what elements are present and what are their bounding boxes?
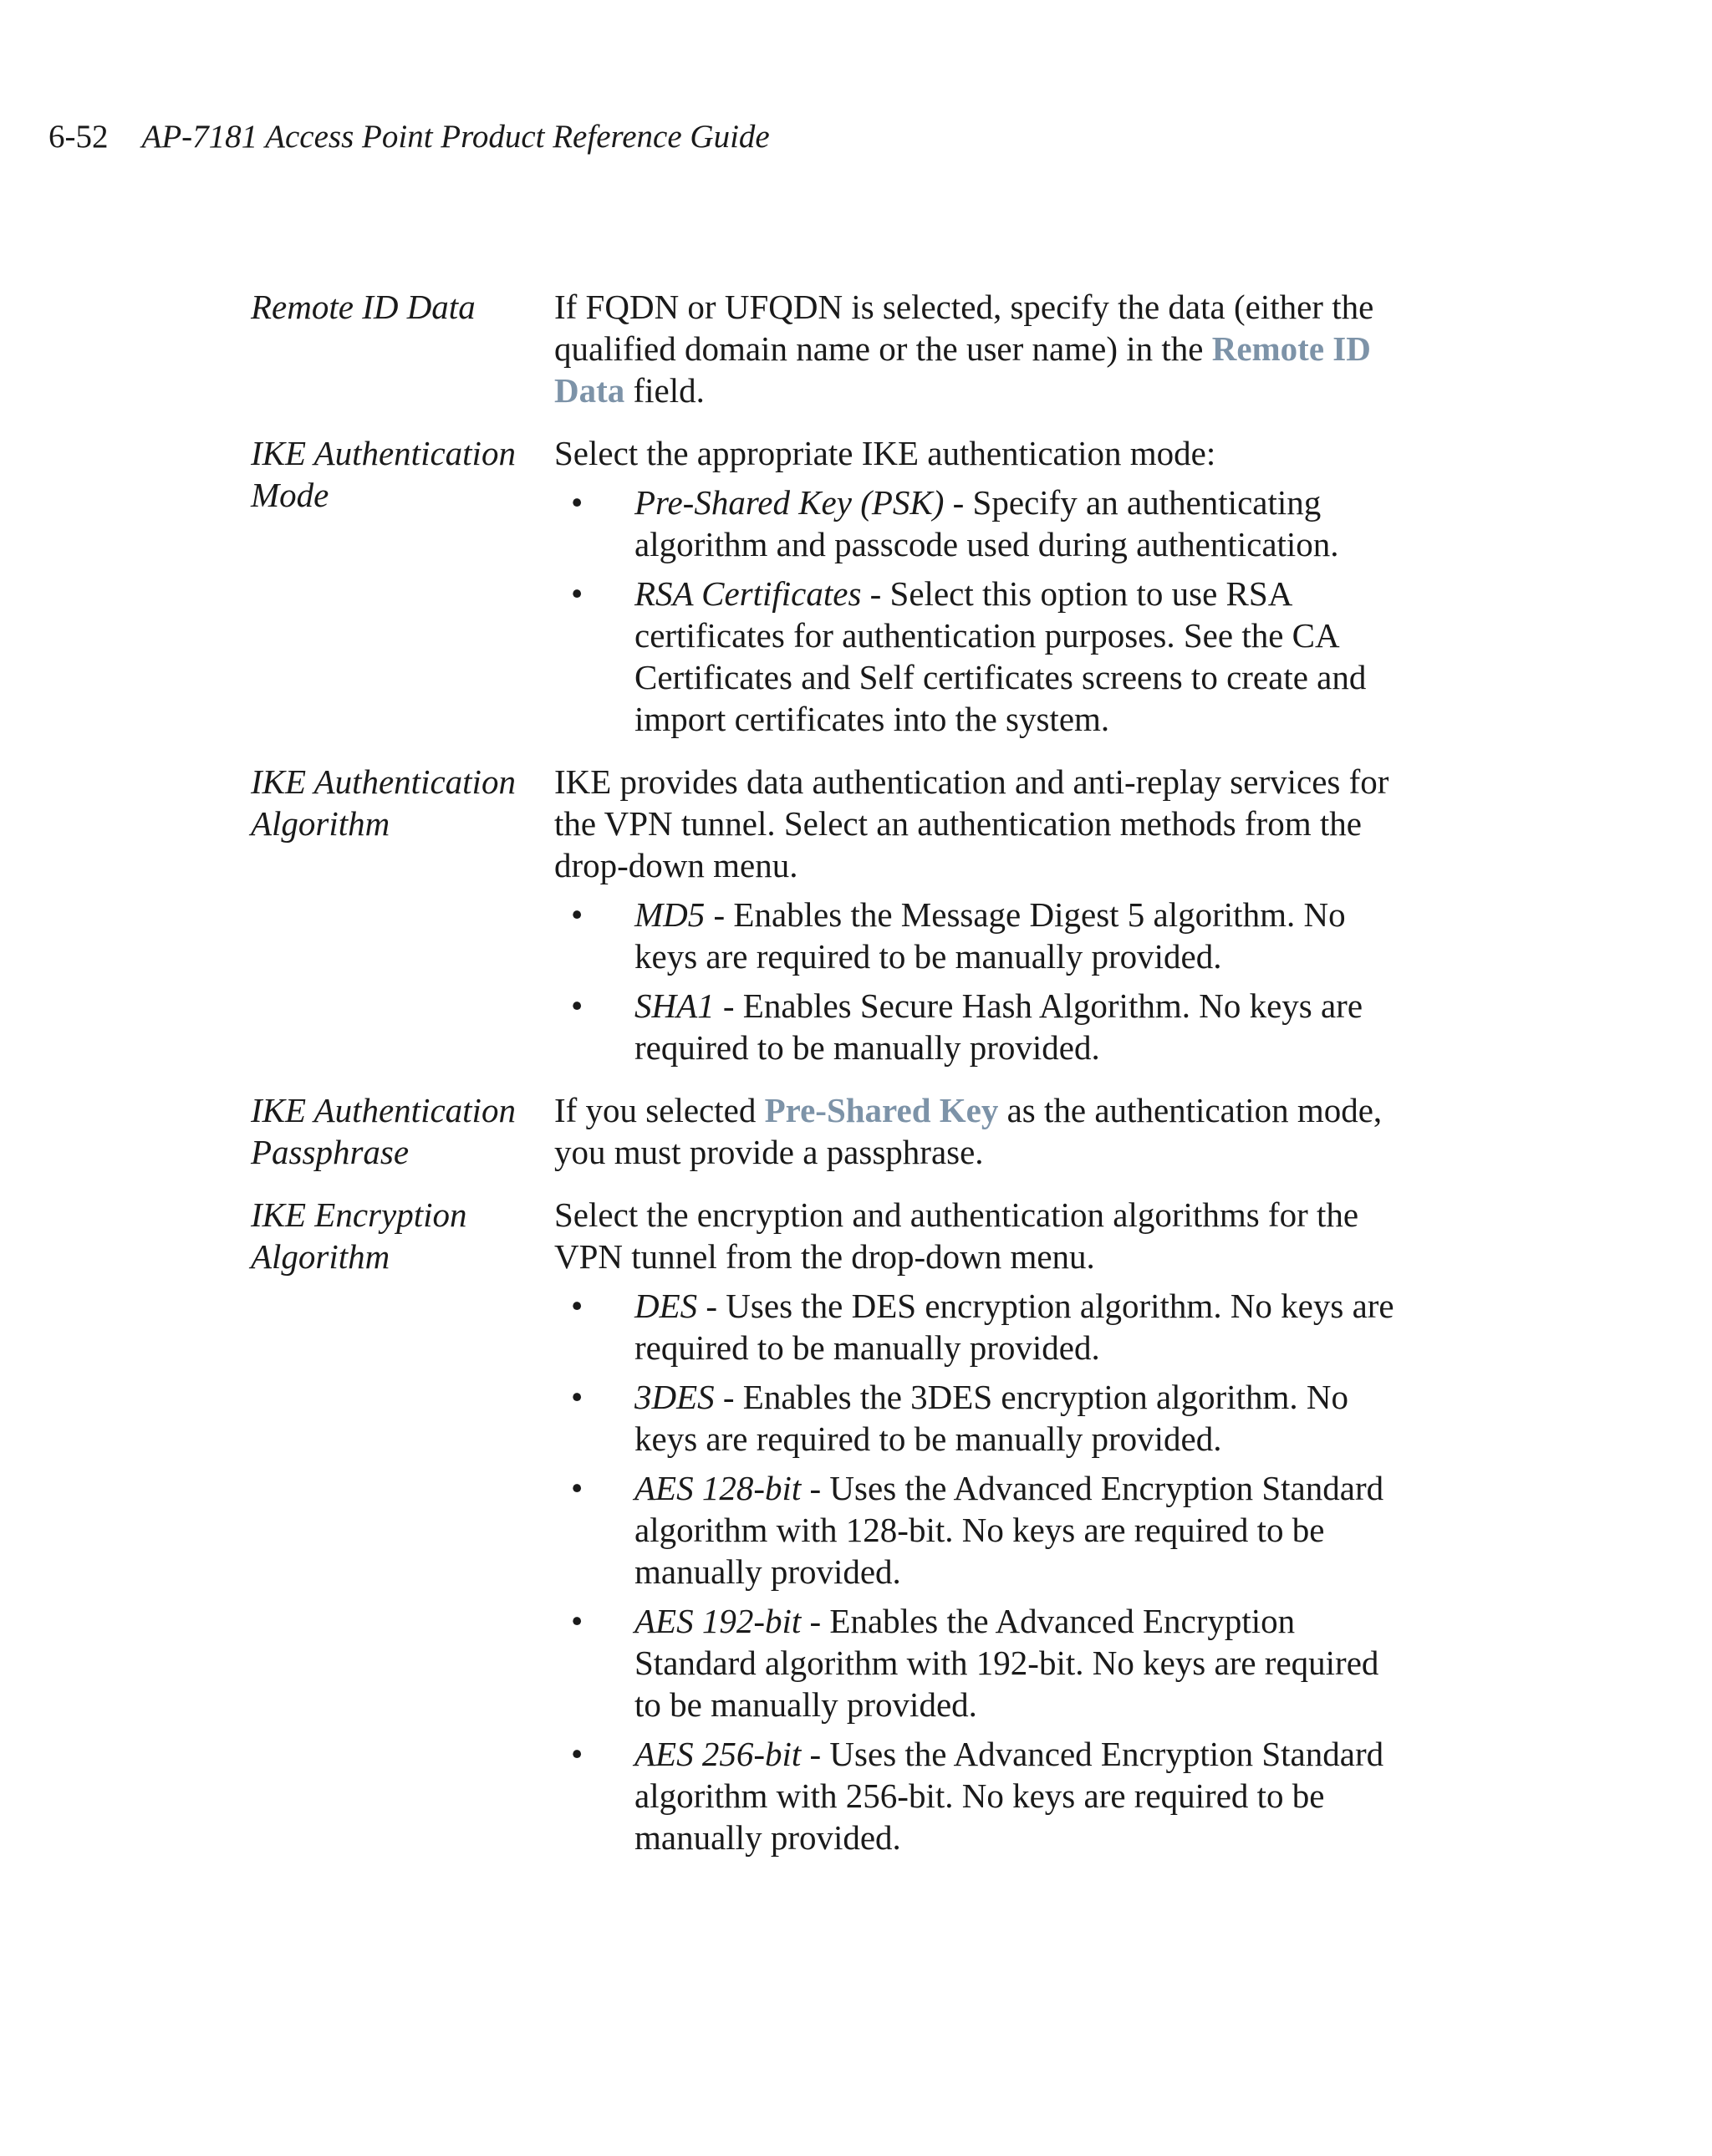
description-text: If you selected — [554, 1091, 765, 1129]
definition-row-remote-id-data — [251, 286, 1404, 411]
bullet-term: AES 192-bit — [634, 1602, 802, 1640]
bullet-text: - Uses the Advanced Encryption Standard algorithm with 128-bit. No keys are required to be manually provided. — [634, 1469, 1384, 1591]
bullet-icon: • — [571, 1378, 583, 1416]
definition-row-ike-encryption-algorithm — [251, 1194, 1404, 1858]
bullet-term: RSA Certificates — [634, 574, 862, 613]
bullet-term: DES — [634, 1287, 698, 1325]
description-intro: Select the appropriate IKE authentication mode: — [554, 434, 1216, 472]
list-item — [554, 1285, 1394, 1369]
term-label-line1: IKE Encryption — [251, 1195, 467, 1234]
description-ike-encryption-algorithm — [554, 1194, 1394, 1858]
term-label-line1: IKE Authentication — [251, 434, 516, 472]
description-remote-id-data — [554, 286, 1394, 411]
term-label-line2: Algorithm — [251, 804, 390, 843]
bullet-icon: • — [571, 483, 583, 522]
list-item — [554, 482, 1394, 565]
definition-table — [251, 286, 1404, 1879]
bullet-text: - Enables Secure Hash Algorithm. No keys are required to be manually provided. — [634, 986, 1363, 1067]
term-label-line2: Algorithm — [251, 1237, 390, 1276]
bullet-icon: • — [571, 1469, 583, 1507]
pre-shared-key-link[interactable]: Pre-Shared Key — [764, 1091, 999, 1129]
description-text: as the authentication mode, you must provide a passphrase. — [554, 1091, 1383, 1171]
description-text: field. — [624, 371, 705, 410]
definition-row-ike-authentication-mode — [251, 432, 1404, 740]
term-remote-id-data — [251, 286, 554, 411]
description-intro: Select the encryption and authentication algorithms for the VPN tunnel from the drop-down menu. — [554, 1195, 1359, 1276]
bullet-text: - Enables the Message Digest 5 algorithm. No keys are required to be manually provided. — [634, 895, 1346, 976]
term-label: Remote ID Data — [251, 288, 476, 326]
bullet-text: - Uses the DES encryption algorithm. No keys are required to be manually provided. — [634, 1287, 1394, 1367]
bullet-list — [554, 482, 1394, 740]
bullet-icon: • — [571, 1602, 583, 1640]
term-ike-authentication-passphrase — [251, 1089, 554, 1173]
remote-id-data-link[interactable]: Remote ID Data — [554, 329, 1371, 410]
bullet-icon: • — [571, 895, 583, 934]
list-item — [554, 985, 1394, 1068]
description-intro: IKE provides data authentication and anti-replay services for the VPN tunnel. Select an authentication methods from the drop-down menu. — [554, 762, 1389, 884]
description-ike-authentication-algorithm — [554, 761, 1394, 1068]
bullet-icon: • — [571, 574, 583, 613]
description-text: If FQDN or UFQDN is selected, specify the data (either the qualified domain name or the user name) in the — [554, 288, 1374, 368]
term-ike-authentication-mode — [251, 432, 554, 740]
bullet-term: AES 256-bit — [634, 1735, 802, 1773]
bullet-icon: • — [571, 1287, 583, 1325]
description-paragraph — [554, 1089, 1394, 1173]
page-number: 6-52 — [48, 119, 109, 155]
list-item — [554, 1600, 1394, 1725]
guide-title: AP-7181 Access Point Product Reference Guide — [141, 119, 770, 155]
list-item — [554, 573, 1394, 740]
list-item — [554, 1733, 1394, 1858]
description-ike-authentication-mode — [554, 432, 1394, 740]
bullet-term: SHA1 — [634, 986, 715, 1025]
bullet-term: MD5 — [634, 895, 706, 934]
bullet-list — [554, 1285, 1394, 1858]
bullet-icon: • — [571, 1735, 583, 1773]
term-label-line2: Passphrase — [251, 1133, 410, 1171]
term-label-line1: IKE Authentication — [251, 1091, 516, 1129]
definition-row-ike-authentication-algorithm — [251, 761, 1404, 1068]
list-item — [554, 1467, 1394, 1593]
bullet-text: - Uses the Advanced Encryption Standard algorithm with 256-bit. No keys are required to be manually provided. — [634, 1735, 1384, 1857]
bullet-text: - Enables the 3DES encryption algorithm. No keys are required to be manually provided. — [634, 1378, 1348, 1458]
list-item — [554, 1376, 1394, 1460]
bullet-term: AES 128-bit — [634, 1469, 802, 1507]
page-header — [48, 115, 770, 159]
bullet-term: 3DES — [634, 1378, 715, 1416]
bullet-icon: • — [571, 986, 583, 1025]
term-ike-authentication-algorithm — [251, 761, 554, 1068]
list-item — [554, 894, 1394, 977]
term-ike-encryption-algorithm — [251, 1194, 554, 1858]
term-label-line1: IKE Authentication — [251, 762, 516, 801]
bullet-text: - Enables the Advanced Encryption Standard algorithm with 192-bit. No keys are required to be manually provided. — [634, 1602, 1379, 1724]
bullet-term: Pre-Shared Key (PSK) — [634, 483, 945, 522]
definition-row-ike-authentication-passphrase — [251, 1089, 1404, 1173]
bullet-text: - Specify an authenticating algorithm and passcode used during authentication. — [634, 483, 1339, 563]
description-paragraph — [554, 286, 1394, 411]
bullet-list — [554, 894, 1394, 1068]
term-label-line2: Mode — [251, 476, 329, 514]
description-ike-authentication-passphrase — [554, 1089, 1394, 1173]
bullet-text: - Select this option to use RSA certificates for authentication purposes. See the CA Certificates and Self certificates screens to create and import certificates into the system. — [634, 574, 1367, 738]
